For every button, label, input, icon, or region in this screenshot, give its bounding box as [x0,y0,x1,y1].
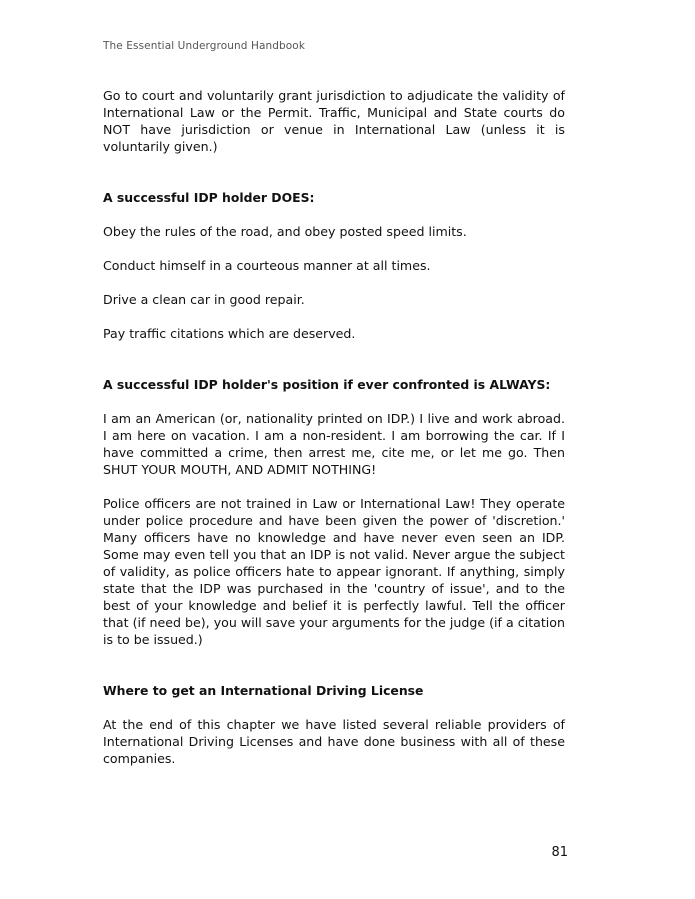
where-paragraph: At the end of this chapter we have listed several reliable providers of International Driving Licenses and have done business with all of these companies. [103,717,565,766]
position-heading: A successful IDP holder's position if ever confronted is ALWAYS: [103,377,551,392]
where-heading: Where to get an International Driving License [103,683,424,698]
running-header: The Essential Underground Handbook [103,40,306,52]
does-item-2: Conduct himself in a courteous manner at all times. [103,258,431,273]
does-heading: A successful IDP holder DOES: [103,190,315,205]
page-body [103,87,565,767]
page-number: 81 [551,845,568,860]
does-item-3: Drive a clean car in good repair. [103,292,305,307]
does-item-1: Obey the rules of the road, and obey posted speed limits. [103,224,467,239]
does-item-4: Pay traffic citations which are deserved. [103,326,356,341]
position-paragraph-1: I am an American (or, nationality printed on IDP.) I live and work abroad. I am here on vacation. I am a non-resident. I am borrowing the car. If I have committed a crime, then arrest me, cite me, or let me go. Then SHUT YOUR MOUTH, AND ADMIT NOTHING! [103,411,565,477]
intro-paragraph: Go to court and voluntarily grant jurisdiction to adjudicate the validity of International Law or the Permit. Traffic, Municipal and State courts do NOT have jurisdiction or venue in International Law (unless it is voluntarily given.) [103,88,565,154]
position-paragraph-2: Police officers are not trained in Law or International Law! They operate under police procedure and have been given the power of 'discretion.' Many officers have no knowledge and have never even seen an IDP. Some may even tell you that an IDP is not valid. Never argue the subject of validity, as police officers hate to appear ignorant. If anything, simply state that the IDP was purchased in the 'country of issue', and to the best of your knowledge and belief it is perfectly lawful. Tell the officer that (if need be), you will save your arguments for the judge (if a citation is to be issued.) [103,496,565,647]
